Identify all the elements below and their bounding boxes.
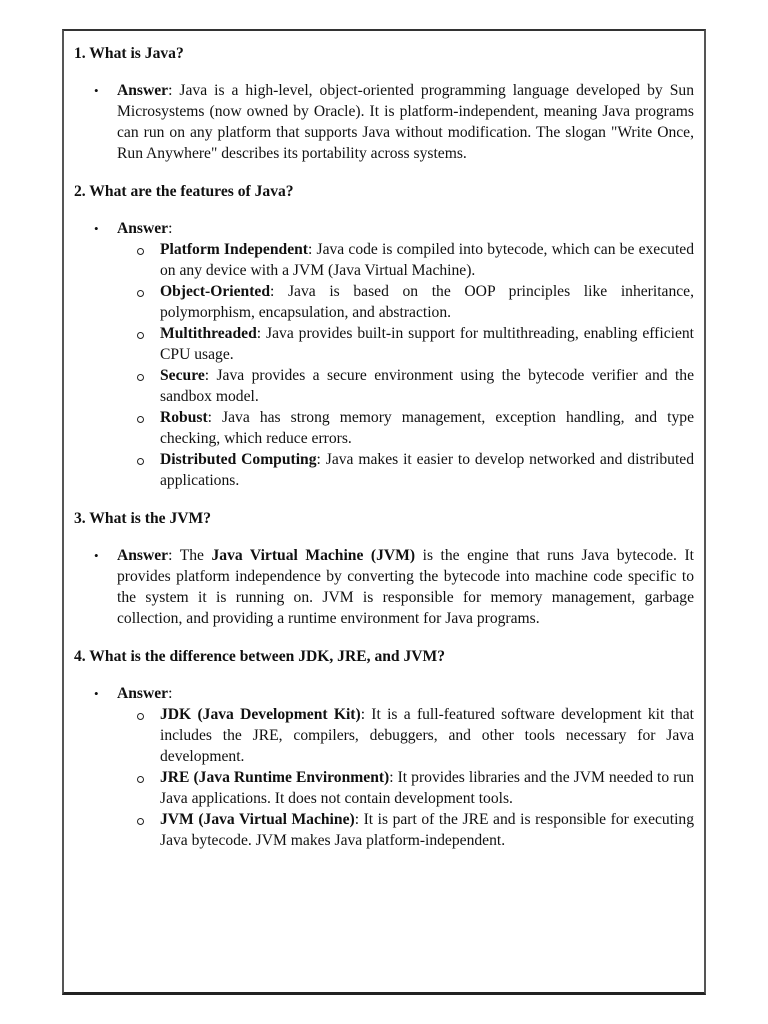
comparison-term: JDK (Java Development Kit) <box>160 706 361 723</box>
list-item <box>74 281 694 323</box>
list-item <box>74 239 694 281</box>
answer-label: Answer <box>117 547 169 564</box>
bullet-icon: • <box>94 548 99 563</box>
question-2-answer <box>74 218 694 491</box>
feature-term: Platform Independent <box>160 241 308 258</box>
feature-term: Robust <box>160 409 208 426</box>
question-2-title: 2. What are the features of Java? <box>74 183 294 200</box>
list-item <box>74 767 694 809</box>
question-1-answer-list <box>74 80 694 164</box>
feature-text: : Java code is compiled into bytecode, which can be executed on any device with a JVM (Java Virtual Machine). <box>160 241 694 279</box>
question-4-title: 4. What is the difference between JDK, JRE, and JVM? <box>74 648 446 665</box>
comparison-text: : It provides libraries and the JVM needed to run Java applications. It does not contain development tools. <box>160 769 694 807</box>
answer-label: Answer <box>117 82 169 99</box>
answer-colon: : <box>168 685 173 702</box>
question-4-answer <box>74 683 694 851</box>
question-3-title: 3. What is the JVM? <box>74 510 212 527</box>
circle-bullet-icon <box>137 818 144 825</box>
feature-text: : Java has strong memory management, exception handling, and type checking, which reduce errors. <box>160 409 694 447</box>
feature-text: : Java makes it easier to develop networked and distributed applications. <box>160 451 694 489</box>
question-3 <box>74 508 694 629</box>
feature-text: : Java provides a secure environment using the bytecode verifier and the sandbox model. <box>160 367 694 405</box>
comparison-text: : It is a full-featured software development kit that includes the JRE, compilers, debuggers, and other tools necessary for Java development. <box>160 706 694 765</box>
features-list <box>117 239 694 491</box>
feature-text: : Java is based on the OOP principles like inheritance, polymorphism, encapsulation, and abstraction. <box>160 283 694 321</box>
list-item <box>74 365 694 407</box>
feature-term: Multithreaded <box>160 325 257 342</box>
comparison-term: JRE (Java Runtime Environment) <box>160 769 390 786</box>
list-item <box>74 809 694 851</box>
feature-text: : Java provides built-in support for multithreading, enabling efficient CPU usage. <box>160 325 694 363</box>
circle-bullet-icon <box>137 332 144 339</box>
bullet-icon: • <box>94 221 99 236</box>
list-item <box>74 449 694 491</box>
feature-term: Distributed Computing <box>160 451 317 468</box>
comparison-term: JVM (Java Virtual Machine) <box>160 811 355 828</box>
answer-text: : Java is a high-level, object-oriented programming language developed by Sun Microsystems (now owned by Oracle). It is platform-independent, meaning Java programs can run on any platform that supports Java without modification. The slogan "Write Once, Run Anywhere" describes its portability across systems. <box>117 82 694 162</box>
answer-label: Answer <box>117 685 169 702</box>
question-4 <box>74 646 694 851</box>
document-content <box>74 43 694 868</box>
question-1-answer <box>74 80 694 164</box>
answer-label: Answer <box>117 220 169 237</box>
circle-bullet-icon <box>137 416 144 423</box>
bullet-icon: • <box>94 83 99 98</box>
list-item <box>74 407 694 449</box>
jvm-term: Java Virtual Machine (JVM) <box>211 547 416 564</box>
question-4-answer-list <box>74 683 694 851</box>
comparison-list <box>117 704 694 851</box>
answer-text-after: is the engine that runs Java bytecode. It provides platform independence by converting the bytecode into machine code specific to the system it is running on. JVM is responsible for memory management, garbage collection, and providing a runtime environment for Java programs. <box>117 547 694 627</box>
comparison-text: : It is part of the JRE and is responsible for executing Java bytecode. JVM makes Java platform-independent. <box>160 811 694 849</box>
question-3-answer-list <box>74 545 694 629</box>
answer-colon: : <box>168 220 173 237</box>
question-1 <box>74 43 694 164</box>
circle-bullet-icon <box>137 374 144 381</box>
circle-bullet-icon <box>137 290 144 297</box>
question-2 <box>74 181 694 491</box>
circle-bullet-icon <box>137 713 144 720</box>
bullet-icon: • <box>94 686 99 701</box>
answer-text-before: : The <box>168 547 212 564</box>
question-1-title: 1. What is Java? <box>74 45 184 62</box>
question-3-answer <box>74 545 694 629</box>
list-item <box>74 704 694 767</box>
question-2-answer-list <box>74 218 694 491</box>
feature-term: Object-Oriented <box>160 283 270 300</box>
circle-bullet-icon <box>137 776 144 783</box>
circle-bullet-icon <box>137 248 144 255</box>
list-item <box>74 323 694 365</box>
circle-bullet-icon <box>137 458 144 465</box>
feature-term: Secure <box>160 367 205 384</box>
